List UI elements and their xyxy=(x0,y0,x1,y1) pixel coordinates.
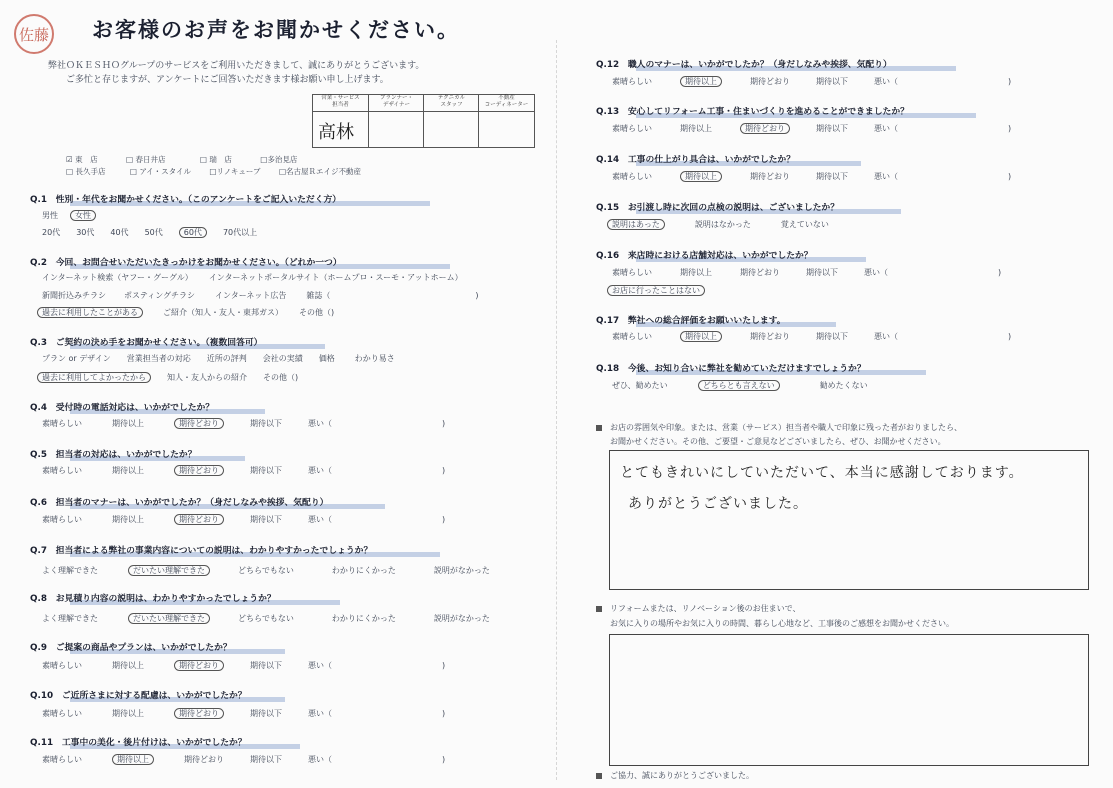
section-bullet xyxy=(596,606,602,612)
option-paren: ) xyxy=(998,268,1002,277)
answer-option[interactable]: 悪い（ xyxy=(874,172,898,181)
intro-line-2: ご多忙と存じますが、アンケートにご回答いただきます様お願い申し上げます。 xyxy=(66,75,389,85)
question-text: Q.14 工事の仕上がり具合は、いかがでしたか？ xyxy=(596,155,796,165)
staff-header-sales xyxy=(313,95,368,109)
answer-option[interactable]: 70代以上 xyxy=(222,228,258,237)
answer-option[interactable]: 素晴らしい xyxy=(42,419,82,428)
option-paren: ) xyxy=(442,709,446,718)
answer-option[interactable]: 期待以下 xyxy=(816,124,848,133)
answer-option[interactable]: 悪い（ xyxy=(874,124,898,133)
selected-answer-option[interactable]: 期待どおり xyxy=(174,465,224,476)
answer-option[interactable]: わかりにくかった xyxy=(331,614,396,623)
answer-option[interactable]: 素晴らしい xyxy=(42,755,82,764)
option-paren: ) xyxy=(331,308,335,317)
option-row xyxy=(42,465,445,476)
answer-option[interactable]: 知人・友人からの紹介 xyxy=(167,373,247,382)
comment-prompt-2b: お気に入りの場所やお気に入りの時間、暮らし心地など、工事後のご感想をお聞かせください。 xyxy=(610,619,954,628)
staff-header-planner xyxy=(369,95,424,109)
answer-option[interactable]: 期待以下 xyxy=(250,709,282,718)
selected-answer-option[interactable]: 説明はあった xyxy=(607,219,665,230)
option-row xyxy=(42,272,463,283)
answer-option[interactable]: 期待以下 xyxy=(816,172,848,181)
answer-option[interactable]: 素晴らしい xyxy=(612,332,652,341)
question-text: Q.11 工事中の美化・後片付けは、いかがでしたか？ xyxy=(30,738,247,748)
answer-option[interactable]: 新聞折込みチラシ xyxy=(42,291,106,300)
answer-option[interactable]: 期待以上 xyxy=(112,419,144,428)
store-option[interactable]: □名古屋Ｒエイジ不動産 xyxy=(278,167,362,176)
answer-option[interactable]: 期待以下 xyxy=(250,661,282,670)
staff-name-handwritten: 高林 xyxy=(318,122,354,143)
option-row xyxy=(42,660,445,671)
store-option[interactable]: □ アイ・スタイル xyxy=(129,167,192,176)
option-row xyxy=(612,123,1011,134)
answer-option[interactable]: 説明がなかった xyxy=(433,614,490,623)
store-row-1 xyxy=(66,154,297,165)
store-option[interactable]: □リノキューブ xyxy=(209,167,261,176)
answer-option[interactable]: 悪い（ xyxy=(308,466,332,475)
option-row xyxy=(612,380,868,391)
question-text: Q.4 受付時の電話対応は、いかがでしたか？ xyxy=(30,403,215,413)
answer-option[interactable]: 素晴らしい xyxy=(42,466,82,475)
page-divider xyxy=(556,40,557,780)
answer-option[interactable]: 悪い（ xyxy=(308,661,332,670)
answer-option[interactable]: 近所の評判 xyxy=(206,354,247,363)
selected-answer-option[interactable]: 期待どおり xyxy=(174,514,224,525)
selected-answer-option[interactable]: だいたい理解できた xyxy=(128,613,210,624)
option-row xyxy=(42,754,445,765)
selected-answer-option[interactable]: 期待どおり xyxy=(740,123,790,134)
store-option[interactable]: □ 春日井店 xyxy=(126,155,166,164)
comment-prompt-1a: お店の雰囲気や印象。または、営業（サービス）担当者や職人で印象に残った者がおりましたら、 xyxy=(610,423,962,432)
selected-answer-option[interactable]: お店に行ったことはない xyxy=(607,285,705,296)
answer-option[interactable]: よく理解できた xyxy=(42,614,98,623)
answer-option[interactable]: 素晴らしい xyxy=(612,268,652,277)
store-option[interactable]: □ 瑞 店 xyxy=(199,155,232,164)
answer-option[interactable]: 期待どおり xyxy=(740,268,780,277)
answer-option[interactable]: 雑誌（ xyxy=(306,291,331,300)
option-paren: ) xyxy=(1008,332,1012,341)
selected-answer-option[interactable]: 過去に利用してよかったから xyxy=(37,372,151,383)
question-text: Q.12 職人のマナーは、いかがでしたか？（身だしなみや挨拶、気配り） xyxy=(596,60,892,70)
answer-option[interactable]: 悪い（ xyxy=(308,709,332,718)
answer-option[interactable]: 期待どおり xyxy=(750,172,790,181)
option-paren: ) xyxy=(442,661,446,670)
handwritten-answer-1b: ありがとうございました。 xyxy=(628,496,808,512)
option-row xyxy=(612,267,1001,278)
selected-answer-option[interactable]: 期待どおり xyxy=(174,418,224,429)
option-row xyxy=(612,331,1011,342)
question-text: Q.5 担当者の対応は、いかがでしたか？ xyxy=(30,450,197,460)
answer-option[interactable]: 営業担当者の対応 xyxy=(126,354,191,363)
section-bullet xyxy=(596,425,602,431)
option-row xyxy=(42,565,490,576)
staff-header-realestate xyxy=(479,95,534,109)
answer-option[interactable]: 悪い（ xyxy=(308,419,332,428)
option-paren: ) xyxy=(295,373,299,382)
comment-prompt-2a: リフォームまたは、リノベーション後のお住まいで、 xyxy=(610,604,801,613)
answer-option[interactable]: プラン or デザイン xyxy=(42,354,111,363)
question-text: Q.9 ご提案の商品やプランは、いかがでしたか？ xyxy=(30,643,232,653)
answer-option[interactable]: 悪い（ xyxy=(308,755,332,764)
question-text: Q.10 ご近所さまに対する配慮は、いかがでしたか？ xyxy=(30,691,247,701)
name-seal-stamp xyxy=(14,14,54,54)
answer-option[interactable]: 覚えていない xyxy=(780,220,829,229)
answer-option[interactable]: どちらでもない xyxy=(238,614,294,623)
option-row xyxy=(612,219,829,230)
answer-option[interactable]: 期待以下 xyxy=(816,332,848,341)
question-text: Q.2 今回、お問合せいただいたきっかけをお聞かせください。（どれか一つ） xyxy=(30,258,342,268)
store-option[interactable]: □多治見店 xyxy=(260,155,298,164)
option-row xyxy=(42,227,257,238)
option-row xyxy=(612,285,705,296)
option-paren: ) xyxy=(1008,124,1012,133)
selected-answer-option[interactable]: 期待どおり xyxy=(174,708,224,719)
option-row xyxy=(42,514,445,525)
answer-option[interactable]: 期待以上 xyxy=(112,515,144,524)
option-row xyxy=(612,171,1011,182)
answer-option[interactable]: その他（ xyxy=(263,373,295,382)
answer-option[interactable]: 30代 xyxy=(76,228,95,237)
answer-option[interactable]: 期待以上 xyxy=(112,709,144,718)
answer-option[interactable]: 期待以上 xyxy=(112,661,144,670)
staff-header-realestate-text: 不動産 コーディネーター xyxy=(484,95,529,108)
answer-option[interactable]: 期待以上 xyxy=(112,466,144,475)
option-row xyxy=(42,210,96,221)
answer-option[interactable]: 素晴らしい xyxy=(612,172,652,181)
answer-option[interactable]: 期待以上 xyxy=(680,268,712,277)
selected-answer-option[interactable]: だいたい理解できた xyxy=(128,565,210,576)
answer-option[interactable]: その他（ xyxy=(299,308,331,317)
answer-option[interactable]: 説明はなかった xyxy=(694,220,751,229)
answer-option[interactable]: 説明がなかった xyxy=(433,566,490,575)
question-text: Q.16 来店時における店舗対応は、いかがでしたか？ xyxy=(596,251,813,261)
answer-option[interactable]: 期待以下 xyxy=(250,466,282,475)
selected-answer-option[interactable]: 期待以上 xyxy=(112,754,154,765)
answer-option[interactable]: 会社の実績 xyxy=(262,354,303,363)
option-paren: ) xyxy=(442,466,446,475)
question-text: Q.3 ご契約の決め手をお聞かせください。（複数回答可） xyxy=(30,338,263,348)
option-paren: ) xyxy=(1008,77,1012,86)
answer-option[interactable]: よく理解できた xyxy=(42,566,98,575)
selected-answer-option[interactable]: 60代 xyxy=(179,227,207,238)
question-text: Q.17 弊社への総合評価をお願いいたします。 xyxy=(596,316,786,326)
option-paren: ) xyxy=(1008,172,1012,181)
option-paren: ) xyxy=(475,291,479,300)
answer-option[interactable]: どちらでもない xyxy=(238,566,294,575)
option-row xyxy=(42,290,478,301)
answer-option[interactable]: 価格 xyxy=(318,354,335,363)
answer-option[interactable]: 50代 xyxy=(144,228,163,237)
answer-option[interactable]: 40代 xyxy=(110,228,129,237)
answer-option[interactable]: 素晴らしい xyxy=(612,77,652,86)
answer-option[interactable]: インターネット広告 xyxy=(215,291,287,300)
question-text: Q.18 今後、お知り合いに弊社を勧めていただけますでしょうか？ xyxy=(596,364,866,374)
selected-answer-option[interactable]: 女性 xyxy=(70,210,96,221)
option-paren: ) xyxy=(442,419,446,428)
store-row-2 xyxy=(66,166,361,177)
question-text: Q.8 お見積り内容の説明は、わかりやすかったでしょうか？ xyxy=(30,594,276,604)
option-paren: ) xyxy=(442,515,446,524)
handwritten-answer-1a: とてもきれいにしていただいて、本当に感謝しております。 xyxy=(620,465,1024,481)
answer-option[interactable]: 期待以下 xyxy=(250,419,282,428)
staff-header-planner-text: プランナー・ デザイナー xyxy=(379,95,413,108)
option-row xyxy=(42,708,445,719)
option-row xyxy=(42,353,395,364)
answer-option[interactable]: 期待以上 xyxy=(680,124,712,133)
answer-option[interactable]: わかりにくかった xyxy=(331,566,396,575)
answer-option[interactable]: インターネット検索（ヤフー・グーグル） xyxy=(42,273,193,282)
answer-option[interactable]: 期待どおり xyxy=(750,77,790,86)
answer-option[interactable]: 期待以下 xyxy=(250,515,282,524)
answer-option[interactable]: 20代 xyxy=(42,228,61,237)
staff-header-sales-text: 営業・サービス 担当者 xyxy=(321,95,360,108)
stamp-text: 佐藤 xyxy=(18,25,49,44)
answer-option[interactable]: 悪い（ xyxy=(874,77,898,86)
staff-header-technical-text: テクニカル スタッフ xyxy=(437,95,466,108)
option-paren: ) xyxy=(442,755,446,764)
option-row xyxy=(42,372,298,383)
comment-prompt-1b: お聞かせください。その他、ご要望・ご意見などございましたら、ぜひ、お聞かせください。 xyxy=(610,437,946,446)
answer-option[interactable]: 期待以下 xyxy=(816,77,848,86)
question-text: Q.15 お引渡し時に次回の点検の説明は、ございましたか？ xyxy=(596,203,839,213)
answer-option[interactable]: 悪い（ xyxy=(308,515,332,524)
comment-box-2[interactable] xyxy=(609,634,1089,766)
selected-answer-option[interactable]: 期待以上 xyxy=(680,76,722,87)
selected-answer-option[interactable]: 期待以上 xyxy=(680,331,722,342)
selected-answer-option[interactable]: 期待どおり xyxy=(174,660,224,671)
option-row xyxy=(612,76,1011,87)
question-text: Q.13 安心してリフォーム工事・住まいづくりを進めることができましたか？ xyxy=(596,107,909,117)
page-title: お客様のお声をお聞かせください。 xyxy=(92,18,460,42)
answer-option[interactable]: 素晴らしい xyxy=(42,709,82,718)
store-option[interactable]: □ 長久手店 xyxy=(66,167,106,176)
answer-option[interactable]: ポスティングチラシ xyxy=(124,291,196,300)
question-text: Q.7 担当者による弊社の事業内容についての説明は、わかりやすかったでしょうか？ xyxy=(30,546,373,556)
option-row xyxy=(42,418,445,429)
intro-line-1: 弊社ＯＫＥＳＨＯグループのサービスをご利用いただきまして、誠にありがとうございます。 xyxy=(48,61,425,71)
option-row xyxy=(42,307,334,318)
answer-option[interactable]: 素晴らしい xyxy=(42,661,82,670)
answer-option[interactable]: インターネットポータルサイト（ホームプロ・スーモ・アットホーム） xyxy=(208,273,463,282)
section-bullet xyxy=(596,773,602,779)
answer-option[interactable]: 期待どおり xyxy=(750,332,790,341)
staff-header-technical xyxy=(424,95,479,109)
closing-thanks: ご協力、誠にありがとうございました。 xyxy=(610,771,754,780)
answer-option[interactable]: 素晴らしい xyxy=(612,124,652,133)
selected-answer-option[interactable]: 過去に利用したことがある xyxy=(37,307,143,318)
answer-option[interactable]: ご紹介（知人・友人・東邦ガス） xyxy=(163,308,283,317)
store-option[interactable]: ☑ 東 店 xyxy=(66,155,98,164)
question-text: Q.6 担当者のマナーは、いかがでしたか？（身だしなみや挨拶、気配り） xyxy=(30,498,329,508)
answer-option[interactable]: わかり易さ xyxy=(354,354,395,363)
answer-option[interactable]: 悪い（ xyxy=(864,268,888,277)
answer-option[interactable]: 素晴らしい xyxy=(42,515,82,524)
answer-option[interactable]: 男性 xyxy=(42,211,58,220)
answer-option[interactable]: ぜひ、勧めたい xyxy=(612,381,668,390)
answer-option[interactable]: 期待以下 xyxy=(806,268,838,277)
answer-option[interactable]: 悪い（ xyxy=(874,332,898,341)
selected-answer-option[interactable]: どちらとも言えない xyxy=(698,380,780,391)
answer-option[interactable]: 勧めたくない xyxy=(819,381,868,390)
selected-answer-option[interactable]: 期待以上 xyxy=(680,171,722,182)
answer-option[interactable]: 期待どおり xyxy=(184,755,224,764)
question-text: Q.1 性別・年代をお聞かせください。（このアンケートをご記入いただく方） xyxy=(30,195,342,205)
option-row xyxy=(42,613,490,624)
answer-option[interactable]: 期待以下 xyxy=(250,755,282,764)
